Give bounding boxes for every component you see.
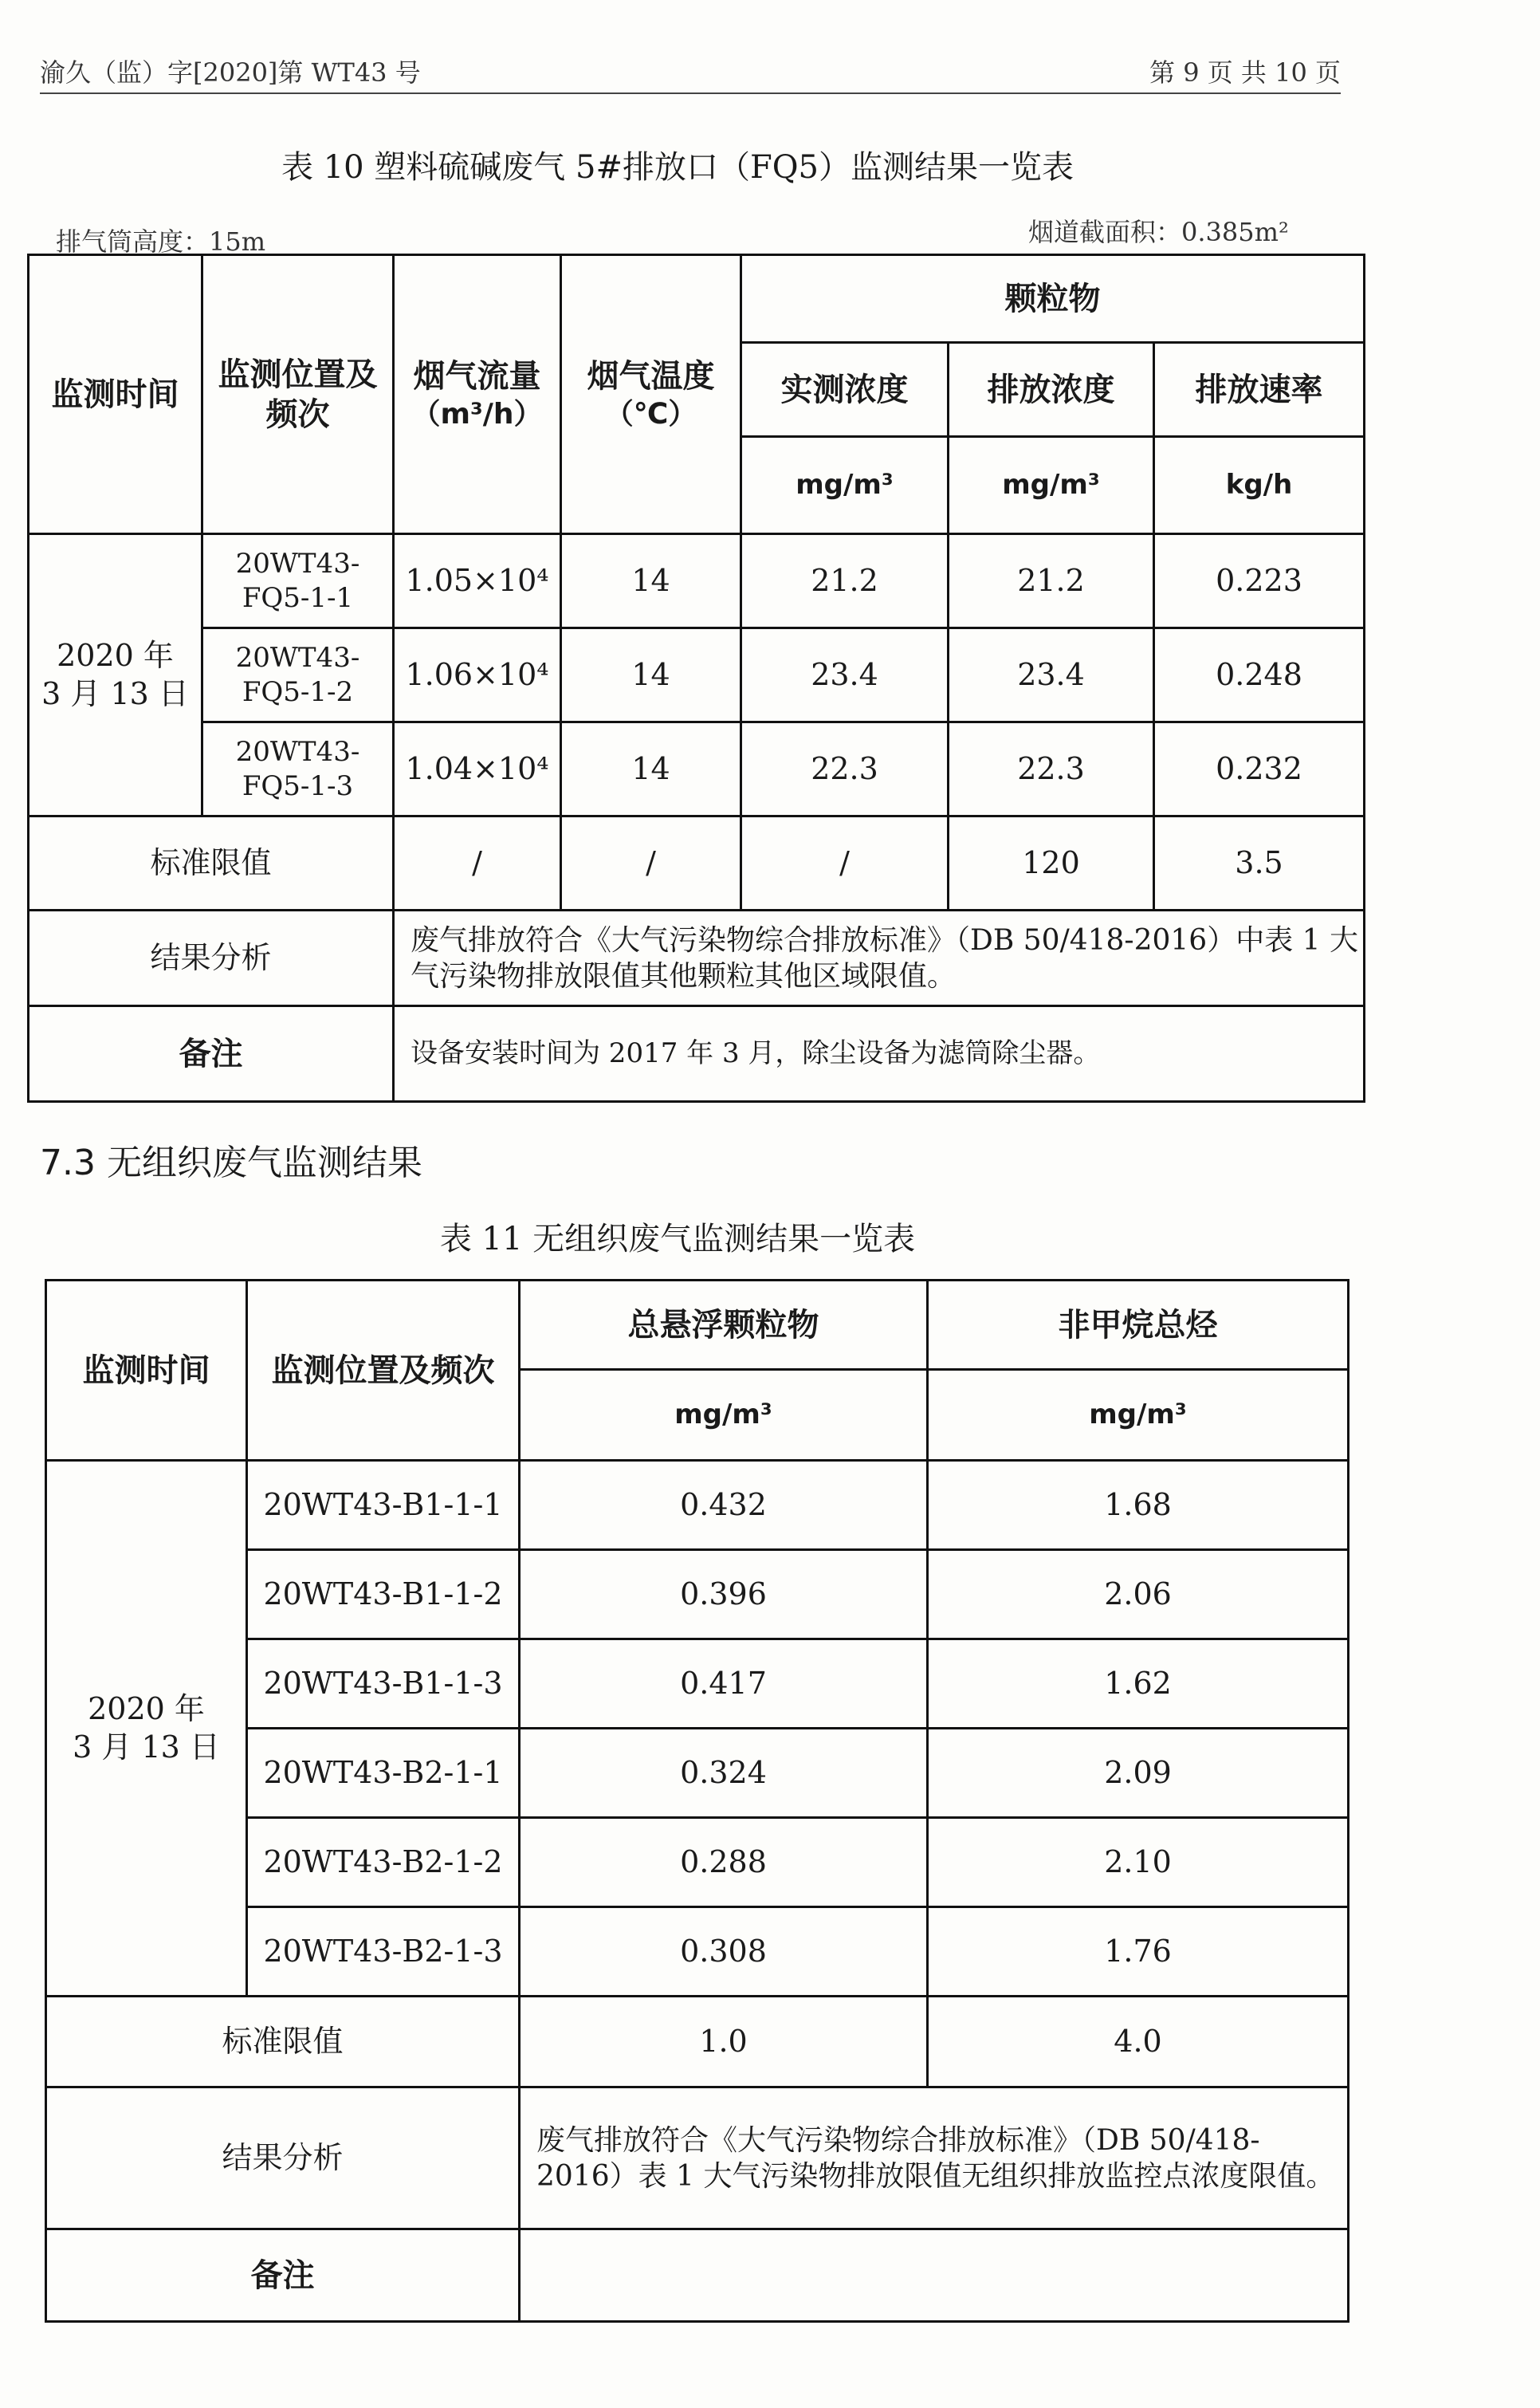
header-temp: 烟气温度 （℃） (561, 255, 741, 534)
remark-text (520, 2229, 1349, 2322)
analysis-label: 结果分析 (29, 911, 394, 1006)
tsp-value: 0.324 (520, 1729, 928, 1818)
analysis-row (29, 911, 1365, 1006)
remark-label: 备注 (46, 2229, 520, 2322)
remark-row (29, 1006, 1365, 1102)
header-location-freq: 监测位置及频次 (247, 1281, 520, 1461)
sample-id: 20WT43-B1-1-2 (247, 1550, 520, 1639)
emission-value: 23.4 (949, 628, 1154, 722)
date-cell: 2020 年 3 月 13 日 (29, 534, 202, 816)
limit-rate: 3.5 (1154, 816, 1365, 911)
header-time: 监测时间 (29, 255, 202, 534)
rate-value: 0.232 (1154, 722, 1365, 816)
table-row (29, 534, 1365, 628)
table-row (29, 722, 1365, 816)
temp-value: 14 (561, 628, 741, 722)
rate-value: 0.248 (1154, 628, 1365, 722)
limit-nmhc: 4.0 (928, 1997, 1349, 2087)
table10 (27, 254, 1365, 1103)
unit-tsp: mg/m³ (520, 1370, 928, 1461)
page-info: 第 9 页 共 10 页 (1149, 57, 1341, 88)
header-flow: 烟气流量 （m³/h） (394, 255, 561, 534)
limit-measured: / (741, 816, 949, 911)
nmhc-value: 2.10 (928, 1818, 1349, 1907)
nmhc-value: 1.68 (928, 1461, 1349, 1550)
analysis-label: 结果分析 (46, 2087, 520, 2229)
table-row (46, 1461, 1349, 1550)
measured-value: 22.3 (741, 722, 949, 816)
rate-value: 0.223 (1154, 534, 1365, 628)
header-nmhc: 非甲烷总烃 (928, 1281, 1349, 1370)
tsp-value: 0.396 (520, 1550, 928, 1639)
table10-title: 表 10 塑料硫碱废气 5#排放口（FQ5）监测结果一览表 (281, 149, 1074, 186)
header-tsp: 总悬浮颗粒物 (520, 1281, 928, 1370)
remark-row (46, 2229, 1349, 2322)
table-row (29, 628, 1365, 722)
table11-title: 表 11 无组织废气监测结果一览表 (439, 1221, 916, 1257)
limit-label: 标准限值 (46, 1997, 520, 2087)
header-divider (40, 92, 1341, 94)
table11 (45, 1279, 1349, 2323)
measured-value: 21.2 (741, 534, 949, 628)
temp-value: 14 (561, 722, 741, 816)
limit-row (46, 1997, 1349, 2087)
header-particulate: 颗粒物 (741, 255, 1365, 343)
measured-value: 23.4 (741, 628, 949, 722)
analysis-row (46, 2087, 1349, 2229)
nmhc-value: 1.62 (928, 1639, 1349, 1729)
sample-id: 20WT43-B2-1-2 (247, 1818, 520, 1907)
limit-label: 标准限值 (29, 816, 394, 911)
tsp-value: 0.432 (520, 1461, 928, 1550)
limit-temp: / (561, 816, 741, 911)
sample-id: 20WT43-B1-1-3 (247, 1639, 520, 1729)
tsp-value: 0.288 (520, 1818, 928, 1907)
flow-value: 1.06×10⁴ (394, 628, 561, 722)
flow-value: 1.05×10⁴ (394, 534, 561, 628)
tsp-value: 0.417 (520, 1639, 928, 1729)
remark-text: 设备安装时间为 2017 年 3 月，除尘设备为滤筒除尘器。 (394, 1006, 1365, 1102)
header-time: 监测时间 (46, 1281, 247, 1461)
flow-value: 1.04×10⁴ (394, 722, 561, 816)
sample-id: 20WT43-B2-1-3 (247, 1907, 520, 1997)
sample-id: 20WT43- FQ5-1-1 (202, 534, 394, 628)
sample-id: 20WT43-B1-1-1 (247, 1461, 520, 1550)
remark-label: 备注 (29, 1006, 394, 1102)
emission-value: 21.2 (949, 534, 1154, 628)
sample-id: 20WT43- FQ5-1-3 (202, 722, 394, 816)
header-location-freq: 监测位置及频次 (202, 255, 394, 534)
stack-height: 排气筒高度：15m (56, 226, 266, 257)
unit-emission: mg/m³ (949, 437, 1154, 534)
analysis-text: 废气排放符合《大气污染物综合排放标准》（DB 50/418-2016）表 1 大气污染物排放限值无组织排放监控点浓度限值。 (520, 2087, 1349, 2229)
nmhc-value: 2.06 (928, 1550, 1349, 1639)
unit-measured: mg/m³ (741, 437, 949, 534)
header-measured-conc: 实测浓度 (741, 343, 949, 437)
header-emission-rate: 排放速率 (1154, 343, 1365, 437)
emission-value: 22.3 (949, 722, 1154, 816)
document-number: 渝久（监）字[2020]第 WT43 号 (40, 57, 421, 88)
limit-flow: / (394, 816, 561, 911)
sample-id: 20WT43-B2-1-1 (247, 1729, 520, 1818)
date-cell: 2020 年 3 月 13 日 (46, 1461, 247, 1997)
limit-tsp: 1.0 (520, 1997, 928, 2087)
unit-rate: kg/h (1154, 437, 1365, 534)
limit-emission: 120 (949, 816, 1154, 911)
unit-nmhc: mg/m³ (928, 1370, 1349, 1461)
analysis-text: 废气排放符合《大气污染物综合排放标准》（DB 50/418-2016）中表 1 大气污染物排放限值其他颗粒其他区域限值。 (394, 911, 1365, 1006)
limit-row (29, 816, 1365, 911)
tsp-value: 0.308 (520, 1907, 928, 1997)
nmhc-value: 1.76 (928, 1907, 1349, 1997)
header-emission-conc: 排放浓度 (949, 343, 1154, 437)
temp-value: 14 (561, 534, 741, 628)
duct-area: 烟道截面积：0.385m² (1028, 217, 1289, 247)
nmhc-value: 2.09 (928, 1729, 1349, 1818)
sample-id: 20WT43- FQ5-1-2 (202, 628, 394, 722)
section-title: 7.3 无组织废气监测结果 (40, 1143, 422, 1183)
